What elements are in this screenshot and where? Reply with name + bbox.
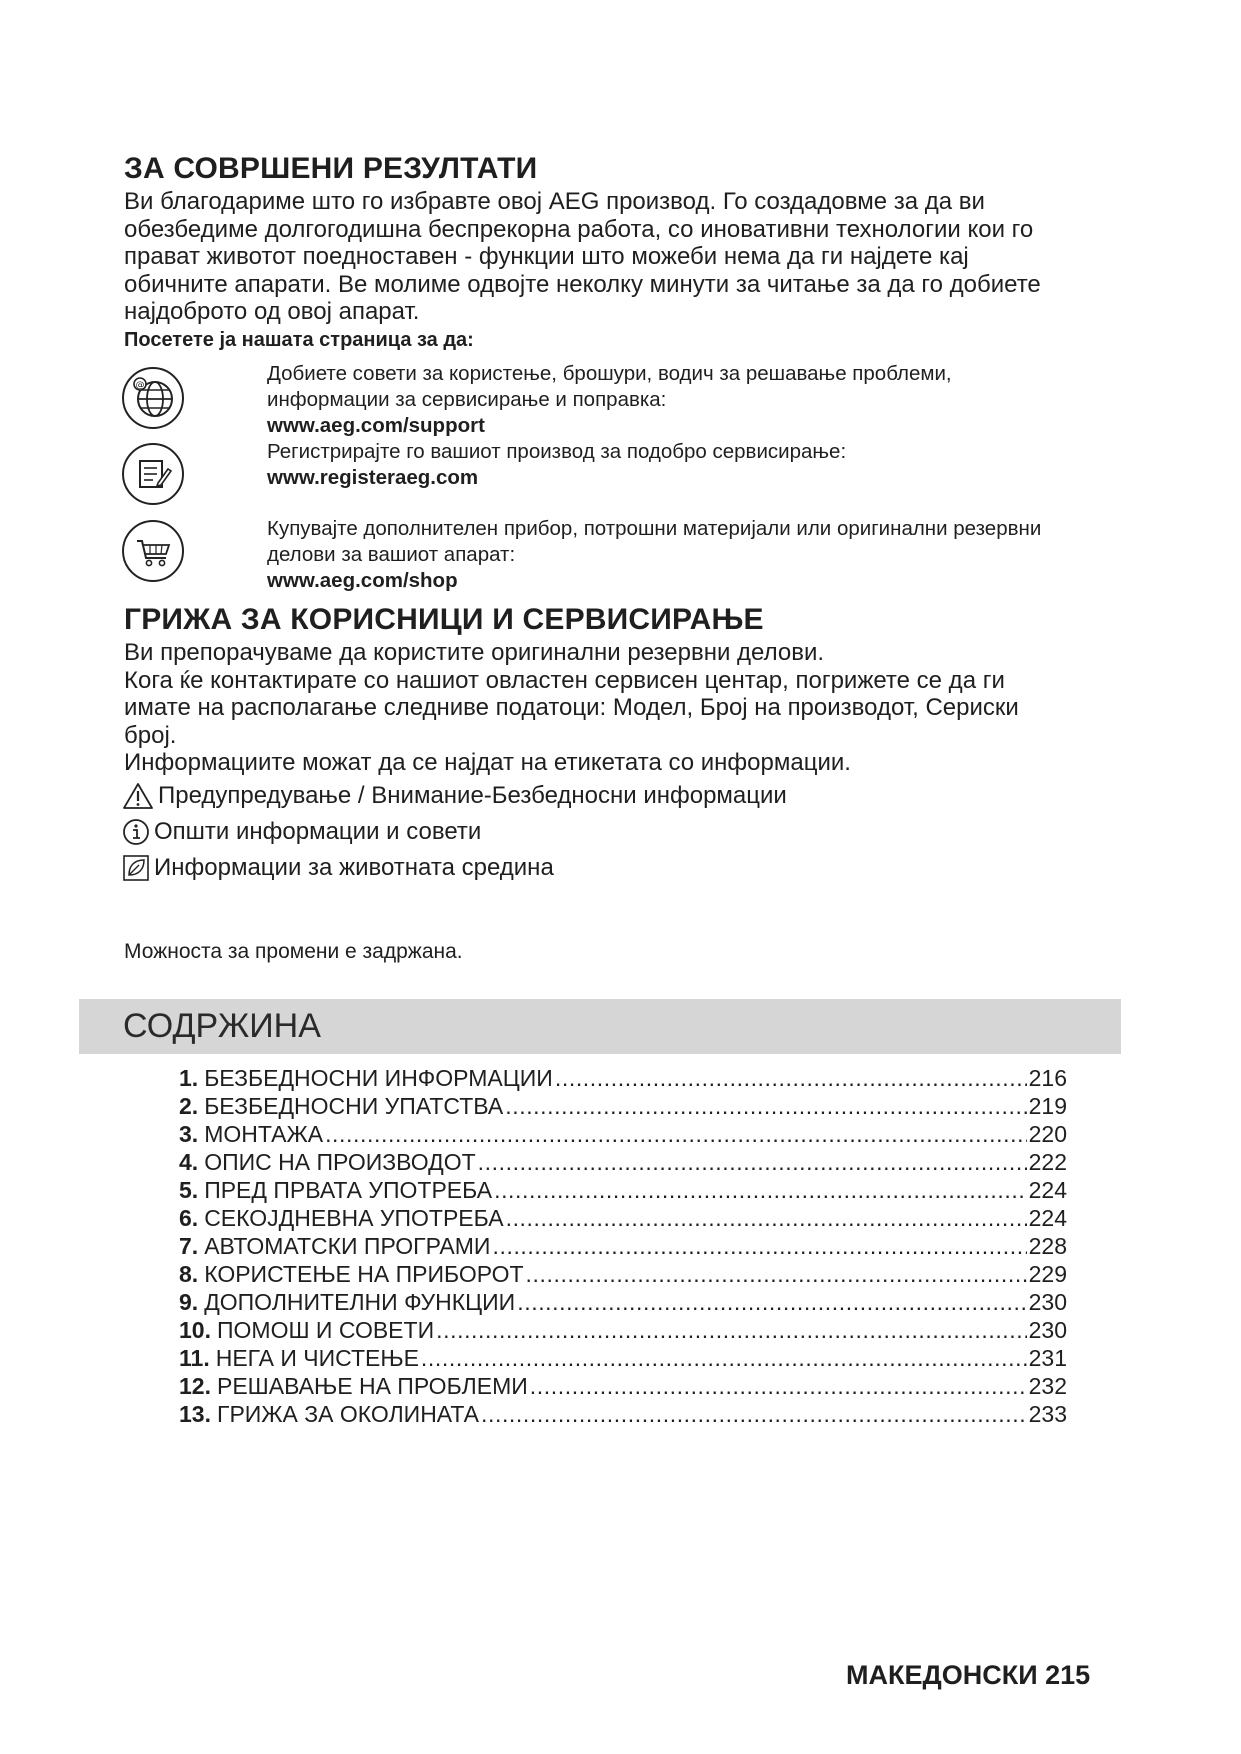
toc-dot-leader bbox=[481, 1400, 1027, 1428]
shop-link[interactable]: www.aeg.com/shop bbox=[267, 569, 458, 592]
toc-entry[interactable] bbox=[179, 1064, 1067, 1092]
toc-entry-number: 10. bbox=[179, 1317, 211, 1343]
toc-entry-page: 224 bbox=[1028, 1205, 1067, 1231]
care-line: Ви препорачуваме да користите оригинални резервни делови. bbox=[124, 639, 825, 666]
disclaimer: Можноста за промени е задржана. bbox=[124, 940, 463, 963]
toc-entry-page: 228 bbox=[1028, 1233, 1067, 1259]
toc-dot-leader bbox=[505, 1092, 1026, 1120]
toc-entry-page: 224 bbox=[1028, 1177, 1067, 1203]
toc-entry-page: 233 bbox=[1028, 1401, 1067, 1427]
intro-line: најдоброто од овој апарат. bbox=[124, 298, 420, 325]
toc-entry-label: ПОМОШ И СОВЕТИ bbox=[216, 1317, 435, 1343]
toc-entry-page: 219 bbox=[1028, 1093, 1067, 1119]
service-support bbox=[267, 361, 952, 439]
section-title-results: ЗА СОВРШЕНИ РЕЗУЛТАТИ bbox=[124, 152, 538, 185]
toc-dot-leader bbox=[436, 1316, 1027, 1344]
toc-entry-label: МОНТАЖА bbox=[204, 1121, 324, 1147]
toc-entry[interactable] bbox=[179, 1176, 1067, 1204]
toc-entry-label: ГРИЖА ЗА ОКОЛИНАТА bbox=[216, 1401, 479, 1427]
legend-environment bbox=[122, 854, 554, 882]
footer-page-number: 215 bbox=[1045, 1660, 1091, 1690]
legend-info bbox=[122, 818, 481, 846]
toc-header-band bbox=[79, 999, 1121, 1054]
toc-entry-number: 12. bbox=[179, 1373, 211, 1399]
toc-entry-label: БЕЗБЕДНОСНИ УПАТСТВА bbox=[204, 1093, 504, 1119]
register-link[interactable]: www.registeraeg.com bbox=[267, 466, 479, 489]
toc-entry-number: 6. bbox=[179, 1205, 199, 1231]
toc-dot-leader bbox=[492, 1232, 1026, 1260]
toc-entry-number: 4. bbox=[179, 1149, 199, 1175]
service-register bbox=[267, 439, 846, 491]
toc-entry-label: НЕГА И ЧИСТЕЊЕ bbox=[215, 1345, 419, 1371]
toc-entry[interactable] bbox=[179, 1316, 1067, 1344]
toc-entry-label: КОРИСТЕЊЕ НА ПРИБОРОТ bbox=[204, 1261, 524, 1287]
registration-icon bbox=[122, 443, 184, 505]
toc-entry-page: 222 bbox=[1028, 1149, 1067, 1175]
toc-entry-number: 11. bbox=[179, 1345, 210, 1371]
toc-entry-label: РЕШАВАЊЕ НА ПРОБЛЕМИ bbox=[216, 1373, 528, 1399]
toc-dot-leader bbox=[526, 1260, 1027, 1288]
toc-entry-number: 3. bbox=[179, 1121, 199, 1147]
toc-entry[interactable] bbox=[179, 1400, 1067, 1428]
toc-entry-number: 2. bbox=[179, 1093, 199, 1119]
toc-entry[interactable] bbox=[179, 1344, 1067, 1372]
customer-care-paragraph bbox=[124, 639, 1019, 777]
toc-entry-label: ОПИС НА ПРОИЗВОДОТ bbox=[204, 1149, 476, 1175]
leaf-icon bbox=[122, 854, 150, 882]
toc-dot-leader bbox=[421, 1344, 1027, 1372]
warning-icon bbox=[122, 782, 154, 810]
toc-entry-number: 9. bbox=[179, 1289, 199, 1315]
care-line: број. bbox=[124, 721, 177, 749]
toc-dot-leader bbox=[530, 1372, 1027, 1400]
legend-text: Информации за животната средина bbox=[154, 854, 554, 881]
toc-entry-number: 1. bbox=[179, 1065, 199, 1091]
service-line: Купувајте дополнителен прибор, потрошни материјали или оригинални резервни bbox=[267, 517, 1042, 540]
toc-entry[interactable] bbox=[179, 1148, 1067, 1176]
care-line: Информациите можат да се најдат на етикетата со информации. bbox=[124, 749, 851, 776]
toc-entry[interactable] bbox=[179, 1092, 1067, 1120]
footer-language: МАКЕДОНСКИ bbox=[846, 1660, 1038, 1690]
toc-dot-leader bbox=[506, 1204, 1027, 1232]
toc-entry-number: 8. bbox=[179, 1261, 199, 1287]
toc-entry-number: 7. bbox=[179, 1233, 199, 1259]
toc-dot-leader bbox=[494, 1176, 1027, 1204]
globe-icon bbox=[122, 367, 184, 429]
toc-entry-page: 230 bbox=[1028, 1289, 1067, 1315]
service-line: делови за вашиот апарат: bbox=[267, 543, 516, 566]
toc-entry-label: АВТОМАТСКИ ПРОГРАМИ bbox=[204, 1233, 491, 1259]
care-line: имате на располагање следниве податоци: Модел, Број на производот, Сериски bbox=[124, 694, 1019, 721]
service-line: Добиете совети за користење, брошури, водич за решавање проблеми, bbox=[267, 362, 952, 385]
intro-line: обезбедиме долгогодишна беспрекорна работа, со иновативни технологии кои го bbox=[124, 215, 1034, 243]
toc-dot-leader bbox=[517, 1288, 1026, 1316]
toc-dot-leader bbox=[478, 1148, 1027, 1176]
intro-paragraph bbox=[124, 188, 1041, 326]
toc-entry-number: 5. bbox=[179, 1177, 199, 1203]
toc-entry-page: 216 bbox=[1028, 1065, 1067, 1091]
toc-entry-label: СЕКОЈДНЕВНА УПОТРЕБА bbox=[204, 1205, 504, 1231]
toc-dot-leader bbox=[325, 1120, 1027, 1148]
service-line: информации за сервисирање и поправка: bbox=[267, 388, 667, 411]
legend-text: Предупредување / Внимание-Безбедносни информации bbox=[158, 782, 787, 809]
shopping-cart-icon bbox=[122, 520, 184, 582]
intro-line: обичните апарати. Ве молиме одвојте неколку минути за читање за да го добиете bbox=[124, 270, 1041, 298]
toc-entry[interactable] bbox=[179, 1372, 1067, 1400]
toc-entry-number: 13. bbox=[179, 1401, 211, 1427]
care-line: Кога ќе контактирате со нашиот овластен сервисен центар, погрижете се да ги bbox=[124, 666, 1005, 694]
service-line: Регистрирајте го вашиот производ за подобро сервисирање: bbox=[267, 440, 847, 463]
toc-entry[interactable] bbox=[179, 1232, 1067, 1260]
toc-entry-label: ПРЕД ПРВАТА УПОТРЕБА bbox=[204, 1177, 493, 1203]
toc-entry-label: БЕЗБЕДНОСНИ ИНФОРМАЦИИ bbox=[204, 1065, 553, 1091]
toc-entry[interactable] bbox=[179, 1204, 1067, 1232]
service-shop bbox=[267, 516, 1041, 594]
toc-dot-leader bbox=[555, 1064, 1027, 1092]
toc-entry[interactable] bbox=[179, 1260, 1067, 1288]
section-title-customer-care: ГРИЖА ЗА КОРИСНИЦИ И СЕРВИСИРАЊЕ bbox=[124, 603, 764, 636]
intro-line: Ви благодариме што го избравте овој AEG производ. Го создадовме за да ви bbox=[124, 188, 985, 215]
visit-label: Посетете ја нашата страница за да: bbox=[124, 329, 474, 351]
legend-text: Општи информации и совети bbox=[154, 818, 482, 845]
legend-warning bbox=[122, 782, 787, 810]
toc-entry[interactable] bbox=[179, 1120, 1067, 1148]
toc-title: СОДРЖИНА bbox=[123, 1007, 321, 1045]
toc-entry-page: 230 bbox=[1028, 1317, 1067, 1343]
toc-entry-page: 232 bbox=[1028, 1373, 1067, 1399]
toc-entry-page: 229 bbox=[1028, 1261, 1067, 1287]
page-footer bbox=[846, 1660, 1090, 1691]
toc-entry[interactable] bbox=[179, 1288, 1067, 1316]
intro-line: прават животот поедноставен - функции што можеби нема да ги најдете кај bbox=[124, 243, 969, 270]
info-icon bbox=[122, 818, 150, 846]
toc-entry-label: ДОПОЛНИТЕЛНИ ФУНКЦИИ bbox=[204, 1289, 516, 1315]
support-link[interactable]: www.aeg.com/support bbox=[267, 414, 485, 437]
toc-entry-page: 220 bbox=[1028, 1121, 1067, 1147]
svg-text:@: @ bbox=[135, 380, 145, 391]
toc-list bbox=[179, 1064, 1067, 1428]
toc-entry-page: 231 bbox=[1028, 1345, 1067, 1371]
